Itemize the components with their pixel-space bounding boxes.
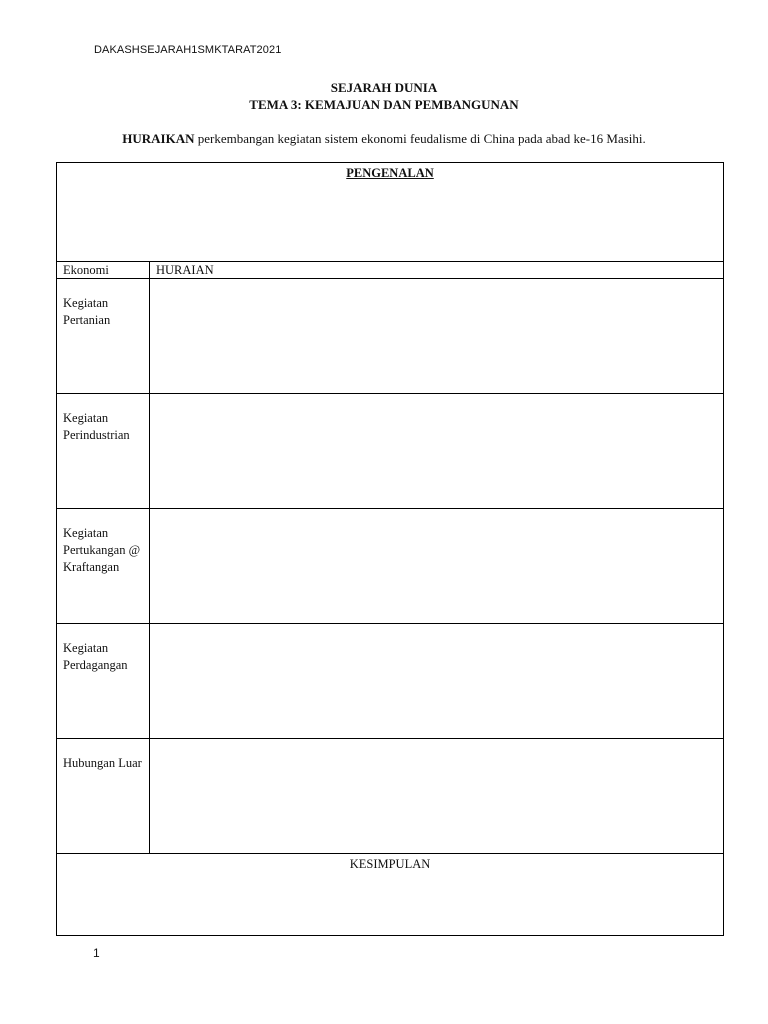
table-header-row [57,262,724,279]
table-row [57,509,724,624]
table-row [57,624,724,739]
conclusion-title: KESIMPULAN [349,857,431,871]
header-ekonomi: Ekonomi [57,262,150,279]
answer-cell-perindustrian[interactable] [150,394,724,509]
intro-row [57,163,724,262]
instruction-body: perkembangan kegiatan sistem ekonomi feudalisme di China pada abad ke-16 Masihi. [194,131,646,146]
table-row [57,279,724,394]
instruction-keyword: HURAIKAN [122,131,195,146]
table-row [57,739,724,854]
row-label-pertanian: Kegiatan Pertanian [57,279,150,394]
header-huraian: HURAIAN [150,262,724,279]
conclusion-answer-cell[interactable] [57,854,724,936]
row-label-pertukangan: Kegiatan Pertukangan @ Kraftangan [57,509,150,624]
worksheet-table [56,162,724,936]
document-code: DAKASHSEJARAH1SMKTARAT2021 [94,44,282,56]
row-label-perdagangan: Kegiatan Perdagangan [57,624,150,739]
page-number: 1 [93,946,100,960]
answer-cell-pertukangan[interactable] [150,509,724,624]
conclusion-row [57,854,724,936]
table-row [57,394,724,509]
answer-cell-perdagangan[interactable] [150,624,724,739]
answer-cell-pertanian[interactable] [150,279,724,394]
document-subtitle: TEMA 3: KEMAJUAN DAN PEMBANGUNAN [249,97,519,112]
intro-answer-cell[interactable] [57,163,724,262]
instruction-text [0,131,768,147]
intro-title: PENGENALAN [346,166,434,180]
document-title: SEJARAH DUNIA [330,80,438,95]
row-label-hubungan-luar: Hubungan Luar [57,739,150,854]
row-label-perindustrian: Kegiatan Perindustrian [57,394,150,509]
answer-cell-hubungan-luar[interactable] [150,739,724,854]
